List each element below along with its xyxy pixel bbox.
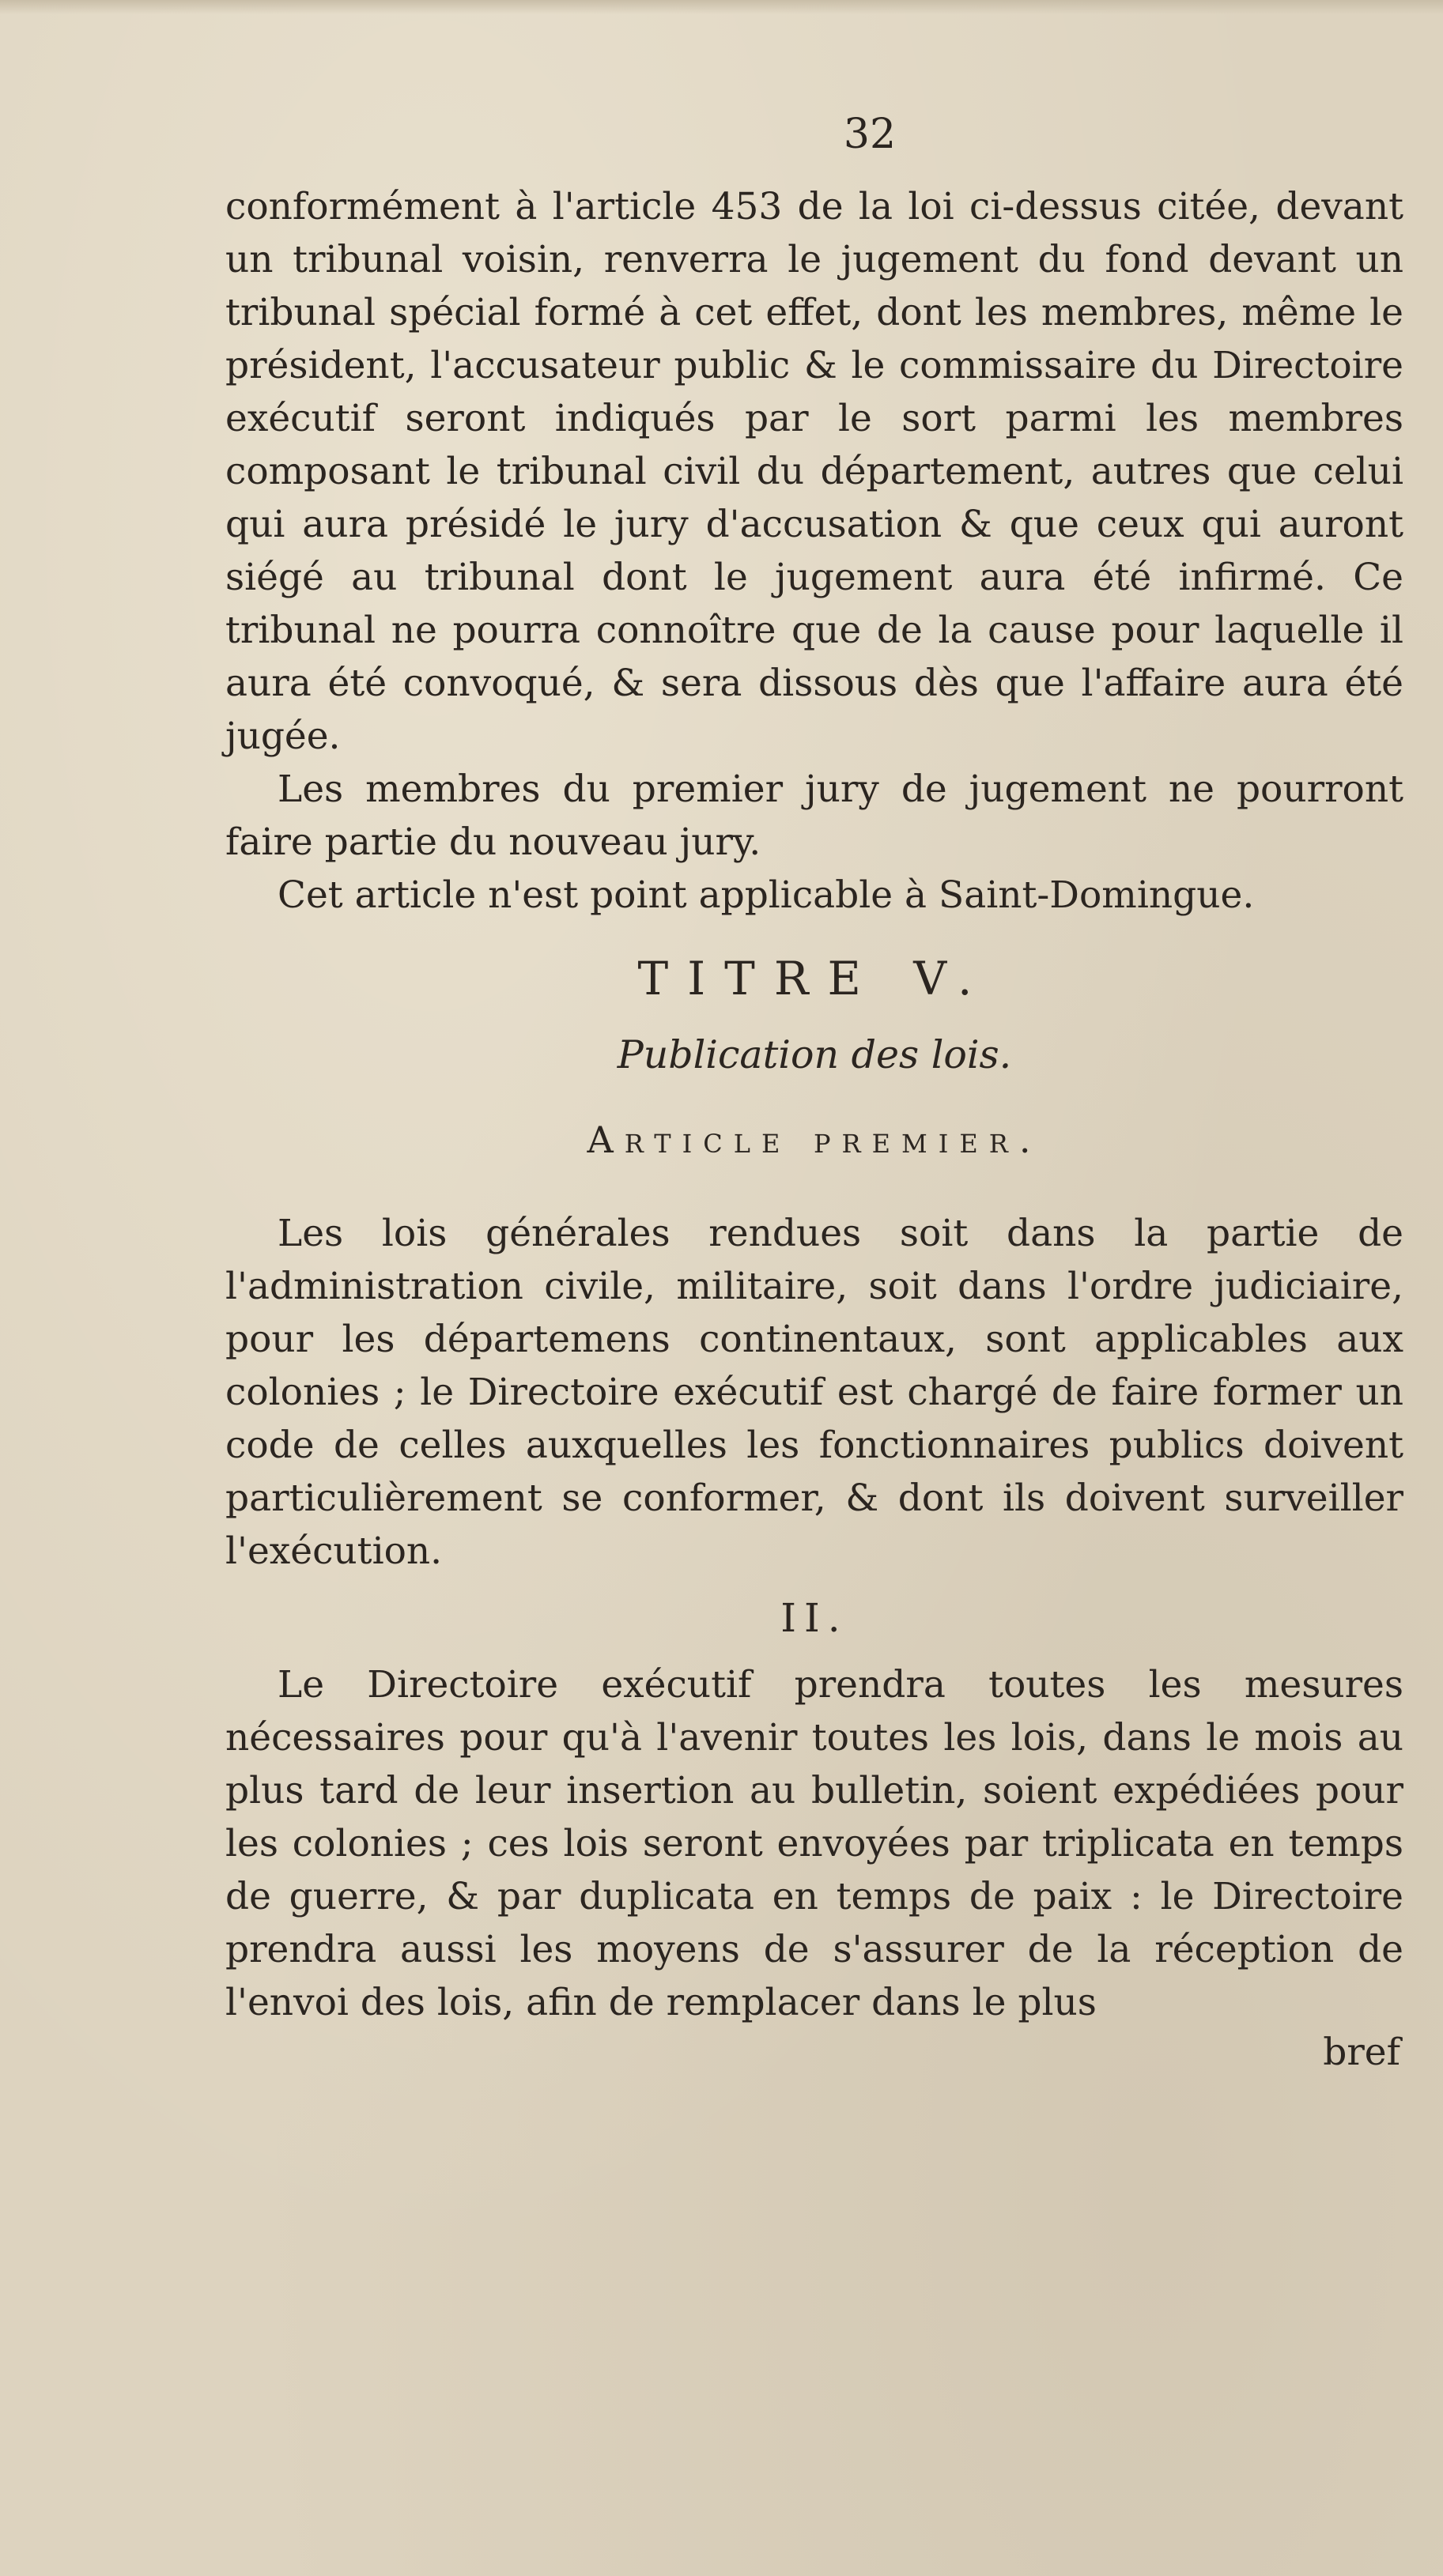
section-title: TITRE V. (637, 952, 992, 1005)
catchword: bref (1323, 2031, 1400, 2074)
article-2-text: Le Directoire exécutif prendra toutes les mesures nécessaires pour qu'à l'avenir toutes les lois, dans le mois au plus tard de leur insertion au bulletin, soient expédiées pour les colonies ; ces lois seront envoyées par triplicata en temps de guerre, & par duplicata en temps de paix : le Directoire prendra aussi les moyens de s'assurer de la réception de l'envoi des lois, afin de remplacer dans le plus (225, 1663, 1403, 2024)
article-2-number: II. (780, 1595, 848, 1641)
continuation-paragraph: conformément à l'article 453 de la loi ci-dessus citée, devant un tribunal voisin, renverra le jugement du fond devant un tribunal spécial formé à cet effet, dont les membres, même le président, l'accusateur public & le commissaire du Directoire exécutif seront indiqués par le sort parmi les membres composant le tribunal civil du département, autres que celui qui aura présidé le jury d'accusation & que ceux qui auront siégé au tribunal dont le jugement aura été infirmé. Ce tribunal ne pourra connoître que de la cause pour laquelle il aura été convoqué, & sera dissous dès que l'affaire aura été jugée. (225, 185, 1403, 758)
saint-domingue-paragraph: Cet article n'est point applicable à Saint-Domingue. (278, 873, 1255, 917)
article-heading: Article premier. (587, 1118, 1042, 1161)
article-1-text: Les lois générales rendues soit dans la partie de l'administration civile, militaire, soit dans l'ordre judiciaire, pour les départemens continentaux, sont applicables aux colonies ; le Directoire exécutif est chargé de faire former un code de celles auxquelles les fonctionnaires publics doivent particulièrement se conformer, & dont ils doivent surveiller l'exécution. (225, 1212, 1403, 1573)
page-top-edge (0, 0, 1443, 14)
section-subtitle: Publication des lois. (617, 1032, 1012, 1077)
document-page (225, 111, 1403, 2076)
jury-paragraph: Les membres du premier jury de jugement ne pourront faire partie du nouveau jury. (225, 768, 1403, 864)
page-number: 32 (843, 111, 897, 158)
